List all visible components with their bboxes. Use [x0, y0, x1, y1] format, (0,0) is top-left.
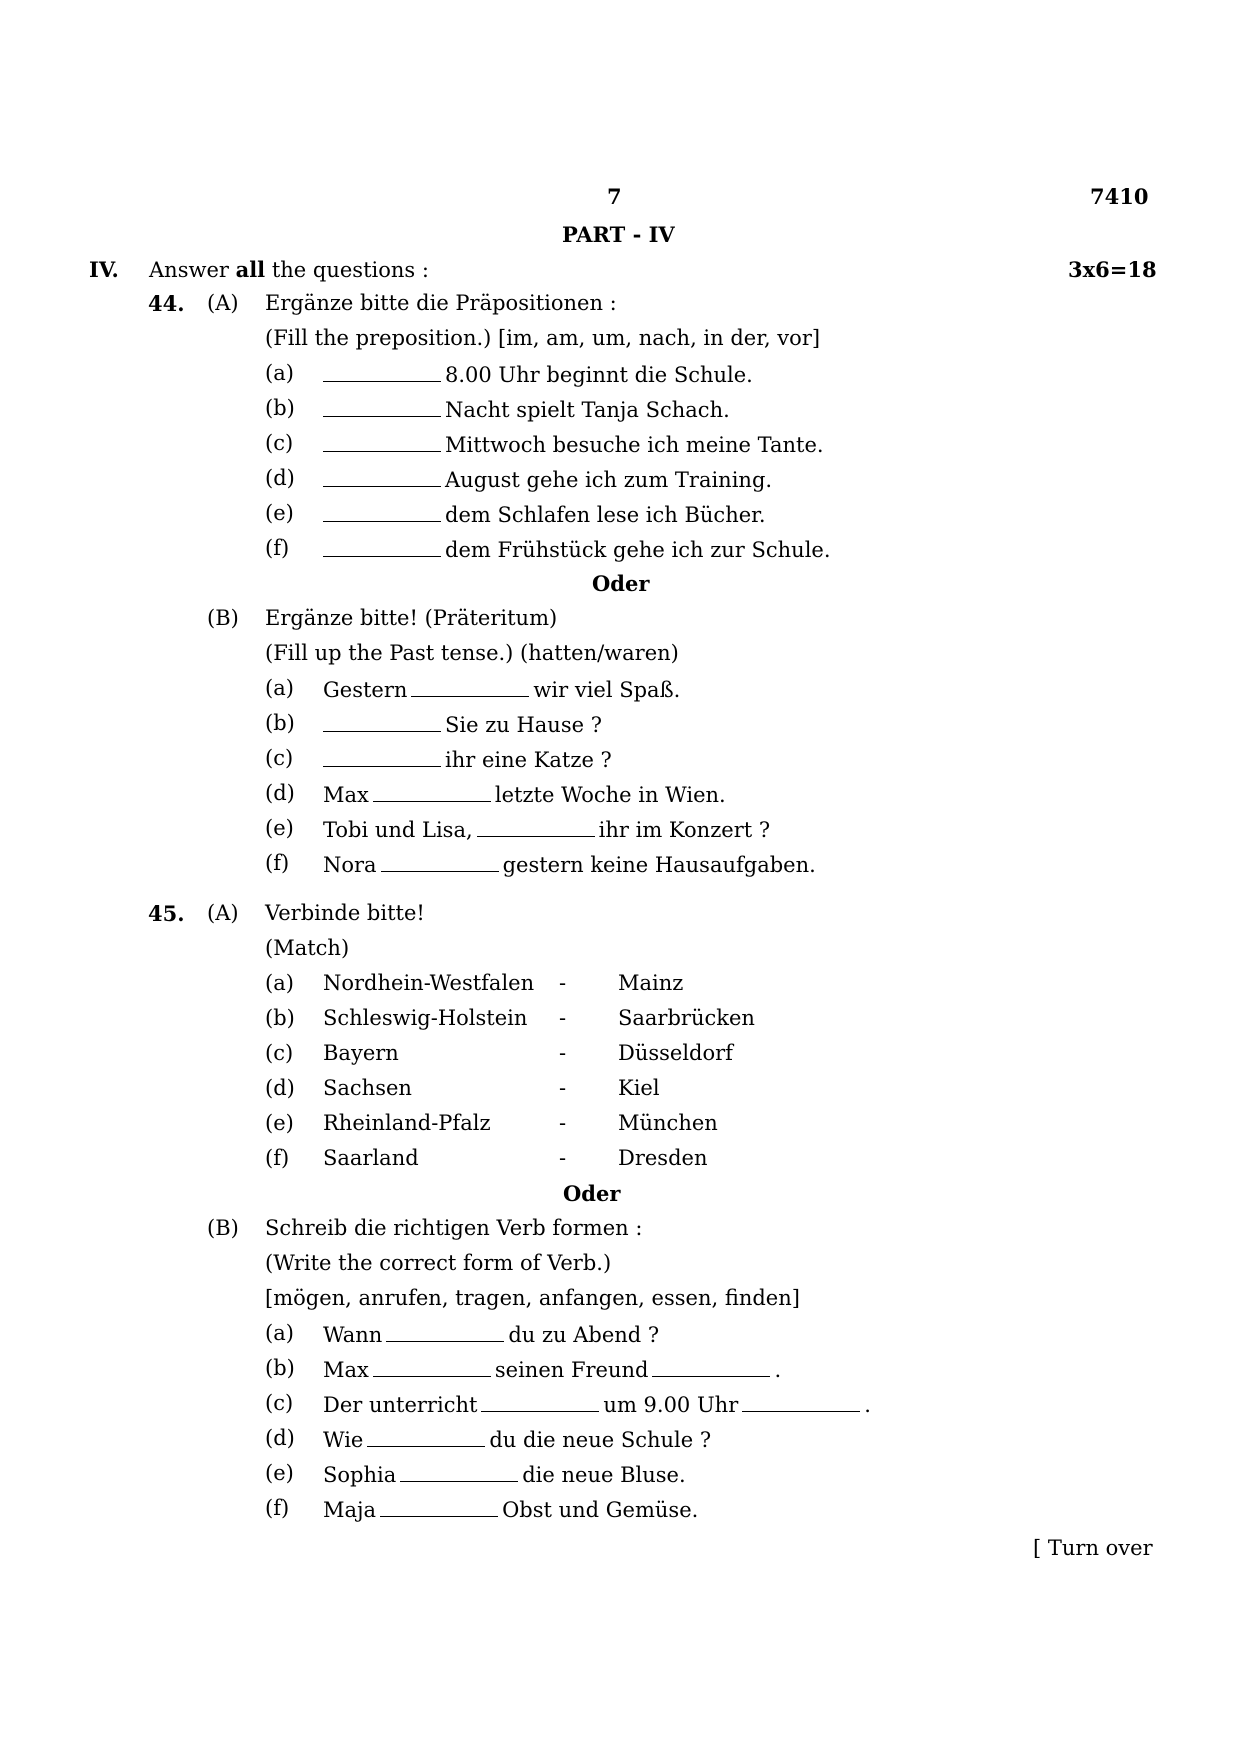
q45-b-item-label: (b): [265, 1356, 295, 1380]
q45-b-item: Max seinen Freund .: [323, 1358, 782, 1382]
oder-heading: Oder: [592, 571, 650, 596]
match-left: Saarland: [323, 1146, 419, 1170]
answer-blank[interactable]: [323, 748, 441, 767]
section-roman: IV.: [89, 257, 119, 282]
answer-blank[interactable]: [323, 398, 441, 417]
q44-b-item: Tobi und Lisa, ihr im Konzert ?: [323, 818, 771, 842]
q45-b-title: Schreib die richtigen Verb formen :: [265, 1216, 643, 1240]
section-instruction: Answer all the questions :: [149, 257, 429, 282]
match-dash: -: [559, 1111, 567, 1135]
answer-blank[interactable]: [411, 678, 529, 697]
q44-b-item-label: (e): [265, 816, 294, 840]
q44-a-item: dem Frühstück gehe ich zur Schule.: [323, 538, 831, 561]
match-row-label: (f): [265, 1146, 290, 1170]
q44-b-item-label: (f): [265, 851, 290, 875]
page-number: 7: [607, 184, 622, 209]
answer-blank[interactable]: [373, 783, 491, 802]
match-dash: -: [559, 1041, 567, 1065]
q45-b-options: [mögen, anrufen, tragen, anfangen, essen, finden]: [265, 1286, 800, 1310]
q44-a-item-label: (a): [265, 361, 294, 385]
match-dash: -: [559, 1006, 567, 1030]
q44-a-item-label: (e): [265, 501, 294, 525]
q44-a-item-label: (f): [265, 536, 290, 560]
q44-a-title: Ergänze bitte die Präpositionen :: [265, 291, 617, 315]
match-right: Saarbrücken: [618, 1006, 755, 1030]
q45-b-item: Maja Obst und Gemüse.: [323, 1498, 699, 1522]
match-right: Kiel: [618, 1076, 660, 1100]
q44-b-item-label: (a): [265, 676, 294, 700]
q44-b-item-label: (c): [265, 746, 294, 770]
answer-blank[interactable]: [373, 1358, 491, 1377]
q44-part-a-label: (A): [207, 291, 239, 315]
answer-blank[interactable]: [652, 1358, 770, 1377]
answer-blank[interactable]: [323, 713, 441, 732]
match-row-label: (c): [265, 1041, 294, 1065]
match-row-label: (a): [265, 971, 294, 995]
q44-a-item-label: (b): [265, 396, 295, 420]
match-right: Düsseldorf: [618, 1041, 733, 1065]
answer-blank[interactable]: [380, 1498, 498, 1517]
q45-b-item-label: (d): [265, 1426, 295, 1450]
section-marks: 3x6=18: [1068, 257, 1157, 282]
q44-a-item: Mittwoch besuche ich meine Tante.: [323, 433, 824, 456]
q45-b-item-label: (e): [265, 1461, 294, 1485]
q44-a-item: 8.00 Uhr beginnt die Schule.: [323, 363, 753, 386]
paper-code: 7410: [1090, 184, 1149, 209]
question-number-45: 45.: [148, 901, 185, 926]
answer-blank[interactable]: [477, 818, 595, 837]
q44-b-item-label: (b): [265, 711, 295, 735]
match-left: Nordhein-Westfalen: [323, 971, 535, 995]
match-dash: -: [559, 1146, 567, 1170]
match-right: Dresden: [618, 1146, 708, 1170]
q44-b-item: ihr eine Katze ?: [323, 748, 612, 771]
answer-blank[interactable]: [381, 853, 499, 872]
q44-a-item: Nacht spielt Tanja Schach.: [323, 398, 730, 421]
match-dash: -: [559, 1076, 567, 1100]
answer-blank[interactable]: [481, 1393, 599, 1412]
question-number-44: 44.: [148, 291, 185, 316]
q45-b-item: Wie du die neue Schule ?: [323, 1428, 712, 1452]
match-left: Rheinland-Pfalz: [323, 1111, 491, 1135]
q44-b-item: Gestern wir viel Spaß.: [323, 678, 681, 702]
answer-blank[interactable]: [386, 1323, 504, 1342]
match-right: Mainz: [618, 971, 684, 995]
q44-b-item: Sie zu Hause ?: [323, 713, 602, 736]
q45-b-item-label: (c): [265, 1391, 294, 1415]
answer-blank[interactable]: [400, 1463, 518, 1482]
q44-b-item: Nora gestern keine Hausaufgaben.: [323, 853, 816, 877]
q44-a-item: August gehe ich zum Training.: [323, 468, 772, 491]
turn-over: [ Turn over: [1033, 1536, 1153, 1560]
q45-b-item-label: (f): [265, 1496, 290, 1520]
match-row-label: (d): [265, 1076, 295, 1100]
q45-b-item: Wann du zu Abend ?: [323, 1323, 660, 1347]
answer-blank[interactable]: [323, 433, 441, 452]
part-title: PART - IV: [562, 222, 675, 247]
q44-a-item-label: (d): [265, 466, 295, 490]
q45-a-title: Verbinde bitte!: [265, 901, 425, 925]
q44-a-item: dem Schlafen lese ich Bücher.: [323, 503, 766, 526]
match-dash: -: [559, 971, 567, 995]
q44-a-item-label: (c): [265, 431, 294, 455]
answer-blank[interactable]: [367, 1428, 485, 1447]
match-left: Sachsen: [323, 1076, 412, 1100]
answer-blank[interactable]: [323, 503, 441, 522]
match-right: München: [618, 1111, 718, 1135]
answer-blank[interactable]: [742, 1393, 860, 1412]
q44-b-subtitle: (Fill up the Past tense.) (hatten/waren): [265, 641, 679, 665]
q45-b-item-label: (a): [265, 1321, 294, 1345]
q44-a-subtitle: (Fill the preposition.) [im, am, um, nach, in der, vor]: [265, 326, 821, 350]
match-row-label: (e): [265, 1111, 294, 1135]
match-row-label: (b): [265, 1006, 295, 1030]
match-left: Schleswig-Holstein: [323, 1006, 528, 1030]
q44-b-title: Ergänze bitte! (Präteritum): [265, 606, 558, 630]
answer-blank[interactable]: [323, 363, 441, 382]
q45-b-item: Sophia die neue Bluse.: [323, 1463, 686, 1487]
oder-heading: Oder: [563, 1181, 621, 1206]
q44-part-b-label: (B): [207, 606, 239, 630]
q45-b-item: Der unterricht um 9.00 Uhr .: [323, 1393, 871, 1417]
answer-blank[interactable]: [323, 468, 441, 487]
q45-a-subtitle: (Match): [265, 936, 350, 960]
q45-b-subtitle: (Write the correct form of Verb.): [265, 1251, 612, 1275]
answer-blank[interactable]: [323, 538, 441, 557]
q45-part-a-label: (A): [207, 901, 239, 925]
q45-part-b-label: (B): [207, 1216, 239, 1240]
q44-b-item-label: (d): [265, 781, 295, 805]
q44-b-item: Max letzte Woche in Wien.: [323, 783, 726, 807]
match-left: Bayern: [323, 1041, 399, 1065]
